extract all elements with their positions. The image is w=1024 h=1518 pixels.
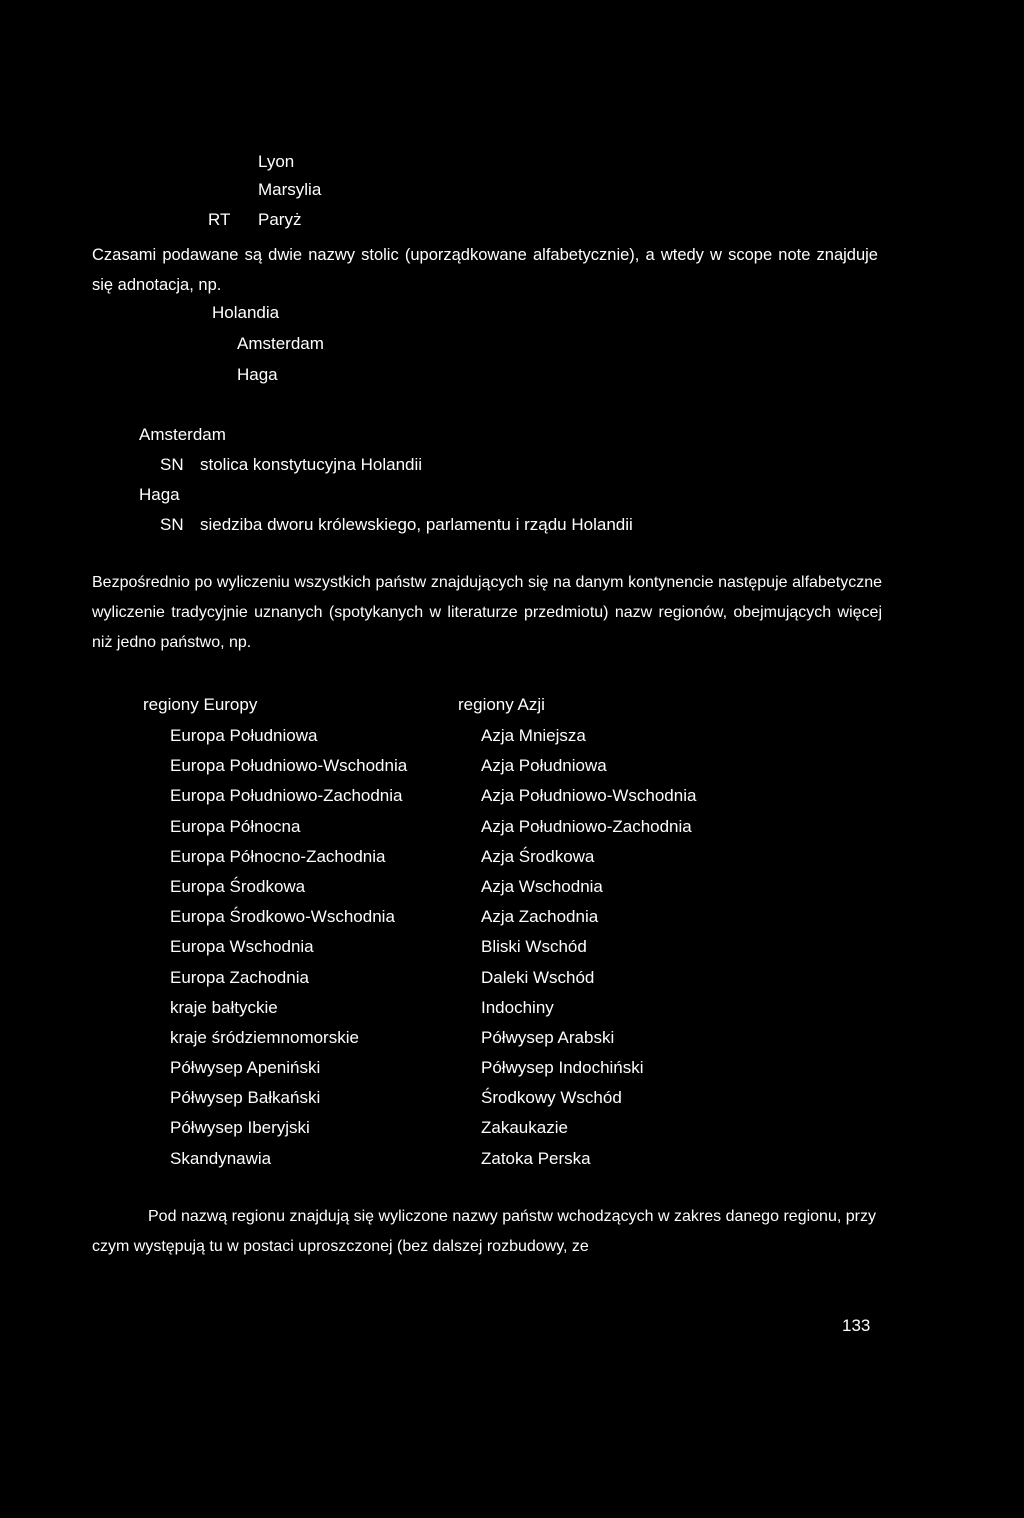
scope-note-1: stolica konstytucyjna Holandii (200, 455, 423, 474)
list-item: Europa Zachodnia (170, 967, 309, 987)
list-item: Azja Środkowa (481, 846, 595, 866)
list-item: Indochiny (481, 997, 554, 1017)
list-item: Azja Południowa (481, 756, 607, 776)
list-item: Środkowy Wschód (481, 1088, 622, 1108)
list-item: Azja Południowo-Zachodnia (481, 816, 692, 836)
entry-amsterdam: Amsterdam (139, 425, 226, 444)
list-item: Daleki Wschód (481, 967, 595, 987)
asia-list (481, 721, 696, 1174)
europe-list (170, 721, 407, 1174)
rt-tag: RT (208, 210, 231, 229)
paragraph-1: Czasami podawane są dwie nazwy stolic (uporządkowane alfabetycznie), a wtedy w scope note znajduje się adnotacja, np. (92, 246, 878, 294)
list-item: Europa Południowa (170, 726, 318, 745)
entry-paryz: Paryż (258, 210, 302, 229)
sn-tag-1: SN (160, 455, 184, 474)
europe-heading: regiony Europy (143, 695, 258, 714)
list-item: Europa Południowo-Wschodnia (170, 756, 408, 776)
list-item: Zatoka Perska (481, 1148, 591, 1168)
list-item: kraje bałtyckie (170, 997, 278, 1017)
list-item: Bliski Wschód (481, 937, 587, 957)
list-item: Europa Środkowa (170, 876, 306, 896)
list-item: Azja Mniejsza (481, 726, 586, 745)
list-item: Zakaukazie (481, 1118, 568, 1138)
list-item: Europa Północno-Zachodnia (170, 846, 386, 866)
list-item: Europa Północna (170, 816, 301, 836)
list-item: Azja Zachodnia (481, 907, 599, 927)
paragraph-3: Pod nazwą regionu znajdują się wyliczone nazwy państw wchodzących w zakres danego regionu, przy czym występują tu w postaci uproszczonej (bez dalszej rozbudowy, ze (92, 1208, 876, 1255)
list-item: Europa Środkowo-Wschodnia (170, 907, 395, 927)
list-item: Europa Południowo-Zachodnia (170, 786, 403, 806)
asia-heading: regiony Azji (458, 695, 545, 714)
scope-note-2: siedziba dworu królewskiego, parlamentu i rządu Holandii (200, 515, 633, 534)
entry-marsylia: Marsylia (258, 180, 322, 199)
list-item: Półwysep Indochiński (481, 1058, 644, 1078)
list-item: Europa Wschodnia (170, 937, 314, 957)
page-number: 133 (842, 1316, 871, 1335)
entry-haga: Haga (139, 485, 180, 504)
example-country: Holandia (212, 303, 280, 322)
entry-lyon: Lyon (258, 152, 295, 171)
list-item: kraje śródziemnomorskie (170, 1027, 359, 1047)
example-capital-1: Amsterdam (237, 334, 324, 353)
list-item: Półwysep Apeniński (170, 1058, 321, 1078)
list-item: Skandynawia (170, 1148, 272, 1168)
example-capital-2: Haga (237, 365, 278, 384)
list-item: Półwysep Bałkański (170, 1088, 321, 1108)
list-item: Półwysep Iberyjski (170, 1118, 310, 1138)
list-item: Azja Południowo-Wschodnia (481, 786, 697, 806)
paragraph-2: Bezpośrednio po wyliczeniu wszystkich państw znajdujących się na danym kontynencie następuje alfabetyczne wyliczenie tradycyjnie uznanych (spotykanych w literaturze przedmiotu) nazw regionów, obejmujących więcej niż jedno państwo, np. (92, 574, 882, 651)
sn-tag-2: SN (160, 515, 184, 534)
list-item: Azja Wschodnia (481, 876, 603, 896)
list-item: Półwysep Arabski (481, 1027, 615, 1047)
